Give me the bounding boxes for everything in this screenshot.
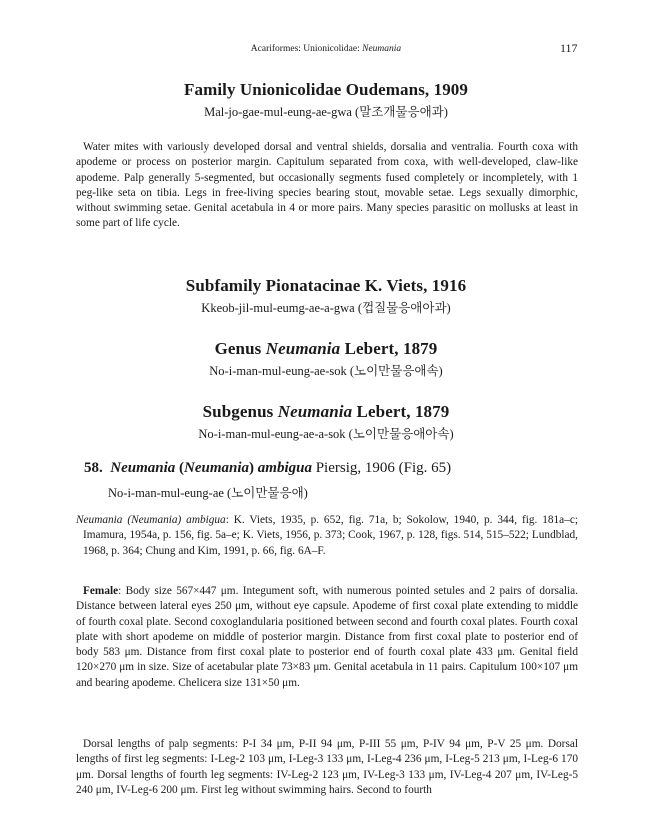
synonymy-references [76, 513, 578, 559]
subgenus-name: Neumania [277, 402, 353, 421]
reference-list: : K. Viets, 1935, p. 652, fig. 71a, b; Sokolow, 1940, p. 344, fig. 181a–c; Imamura, 1954a, p. 156, fig. 5a–e; K. Viets, 1956, p. 373; Cook, 1967, p. 128, figs. 514, 515–522; Lundblad, 1968, p. 364; Chung and Kim, 1991, p. 66, fig. 6A–F. [83, 514, 579, 557]
genus-prefix: Genus [214, 339, 266, 358]
subgenus-suffix: Lebert, 1879 [352, 402, 450, 421]
running-head-text: Acariformes: Unionicolidae: [250, 44, 363, 54]
species-romanization: No-i-man-mul-eung-ae (노이만물응애) [108, 486, 308, 500]
subfamily-title: Subfamily Pionatacinae K. Viets, 1916 [185, 276, 467, 295]
family-romanization: Mal-jo-gae-mul-eung-ae-gwa (말조개물응애과) [204, 105, 448, 119]
subgenus-prefix: Subgenus [202, 402, 278, 421]
female-description [76, 584, 578, 691]
species-author: Piersig, 1906 (Fig. 65) [315, 460, 452, 476]
genus-name: Neumania [265, 339, 341, 358]
running-head [0, 44, 652, 54]
family-title: Family Unionicolidae Oudemans, 1909 [183, 80, 469, 99]
species-epithet: ambigua [257, 460, 312, 476]
page-number: 117 [560, 41, 578, 55]
leg-measurements: Dorsal lengths of palp segments: P-I 34 μm, P-II 94 μm, P-III 55 μm, P-IV 94 μm, P-V 25 μm. Dorsal lengths of first leg segments: I-Leg-2 103 μm, I-Leg-3 133 μm, I-Leg-4 236 μm, I-Leg-5 213 μm, I-Leg-6 170 μm. Dorsal lengths of fourth leg segments: IV-Leg-2 123 μm, IV-Leg-3 133 μm, IV-Leg-4 207 μm, IV-Leg-5 240 μm, IV-Leg-6 200 μm. First leg without swimming hairs. Second to fourth [76, 738, 578, 796]
species-number: 58. [84, 460, 103, 476]
species-subgenus: Neumania [184, 460, 250, 476]
subgenus-romanization: No-i-man-mul-eung-ae-a-sok (노이만물응애아속) [198, 427, 454, 441]
species-heading: 58. Neumania (Neumania) ambigua Piersig, 1906 (Fig. 65) [84, 460, 452, 476]
running-head-genus: Neumania [362, 44, 402, 54]
female-text: : Body size 567×447 μm. Integument soft, with numerous pointed setules and 2 pairs of dorsalia. Distance between lateral eyes 250 μm, without eye capsule. Apodeme of first coxal plate extending to middle of fourth coxal plate. Second coxoglandularia positioned between second and fourth coxal plates. Fourth coxal plate with short apodeme on middle of posterior margin. Distance from first coxal plate to posterior end of body 583 μm. Distance from first coxal plate to posterior end of fourth coxal plate 433 μm. Genital field 120×270 μm in size. Size of acetabular plate 73×83 μm. Genital acetabula in 11 pairs. Capitulum 100×107 μm and bearing apodeme. Chelicera size 131×50 μm. [76, 585, 578, 689]
species-genus: Neumania [110, 460, 176, 476]
subgenus-title [0, 402, 652, 422]
genus-title [0, 339, 652, 359]
family-description: Water mites with variously developed dorsal and ventral shields, dorsalia and ventralia. Fourth coxa with apodeme or process on posterior margin. Capitulum separated from coxa, with well-developed, claw-like apodeme. Palp generally 5-segmented, but occasionally segments fused completely or incompletely, with 1 peg-like seta on tibia. Legs in free-living species bearing stout, movable setae. Legs sexually dimorphic, without swimming setae. Genital acetabula in 4 or more pairs. Many species parasitic on mollusks at least in some part of life cycle. [76, 141, 578, 230]
female-label: Female [83, 585, 119, 597]
subfamily-romanization: Kkeob-jil-mul-eumg-ae-a-gwa (껍질물응애아과) [201, 301, 451, 315]
reference-species-name: Neumania (Neumania) ambigua [76, 514, 226, 526]
genus-suffix: Lebert, 1879 [340, 339, 438, 358]
genus-romanization: No-i-man-mul-eung-ae-sok (노이만물응애속) [209, 364, 443, 378]
